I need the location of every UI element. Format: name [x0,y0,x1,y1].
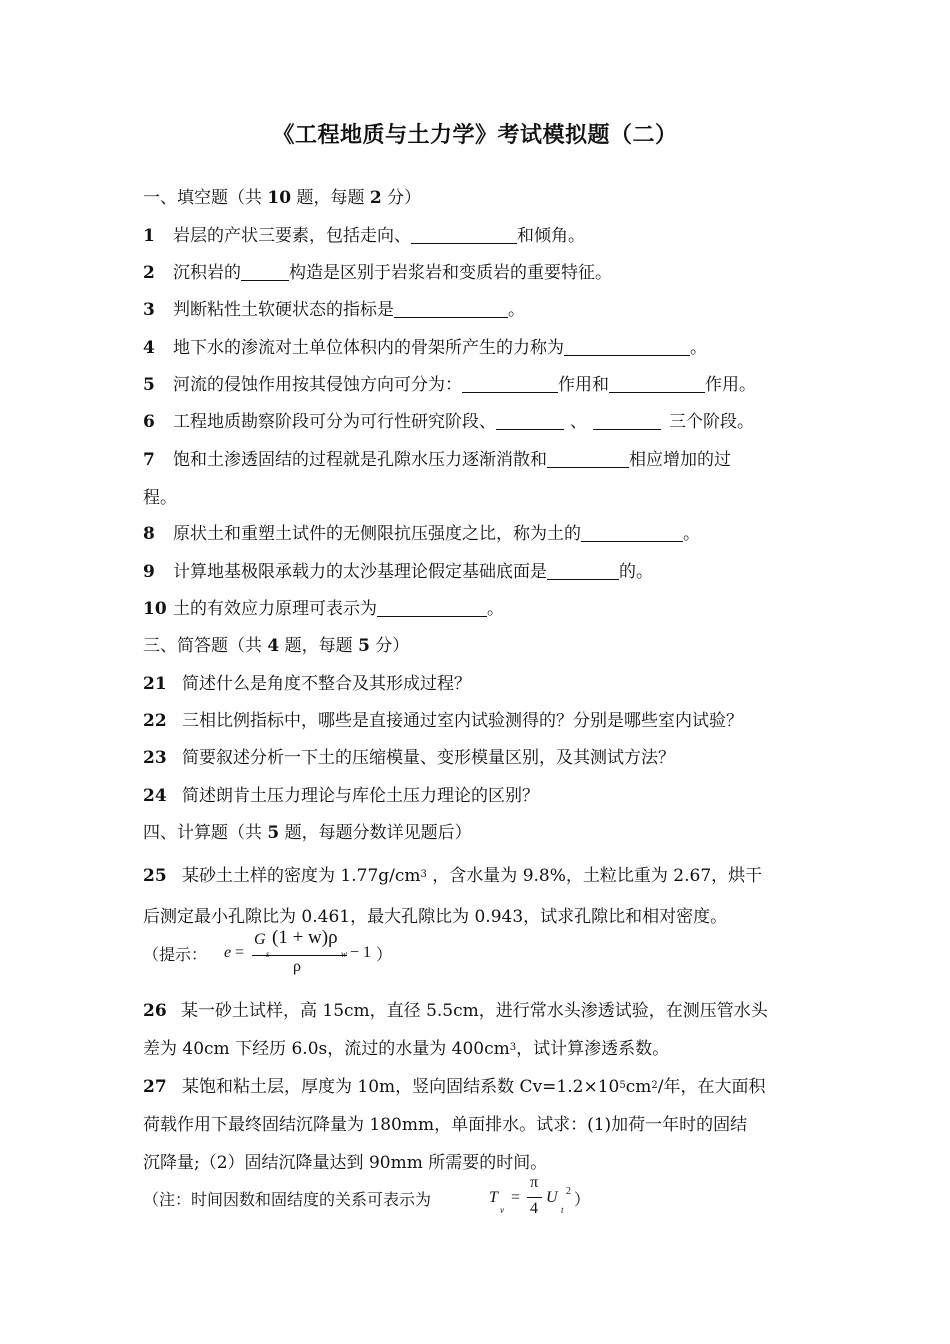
formula-subscript-w: w [341,949,348,959]
fraction-bar [527,1197,542,1198]
question-text: 和倾角。 [517,226,585,246]
answer-blank[interactable] [394,299,508,318]
question-27 [143,1072,765,1097]
question-text: 某砂土土样的密度为 1.77g/cm [182,866,421,886]
question-23 [143,743,675,768]
answer-blank[interactable] [581,523,683,542]
formula-T: T [489,1189,498,1206]
superscript: 3 [420,869,427,880]
section-text: 分） [369,636,410,656]
question-27-continued-1: 荷载作用下最终固结沉降量为 180mm，单面排水。试求：(1)加荷一年时的固结 [143,1115,748,1135]
question-number: 22 [143,711,167,731]
question-text: 沉积岩的 [173,263,241,283]
formula-equals: = [235,944,245,961]
question-text: /年，在大面积 [657,1077,766,1097]
question-text: 简要叙述分析一下土的压缩模量、变形模量区别，及其测试方法？ [182,748,675,768]
question-21 [143,669,471,694]
question-text: 计算地基极限承载力的太沙基理论假定基础底面是 [173,562,547,582]
superscript: 3 [509,1042,517,1053]
question-number: 26 [143,1001,167,1021]
question-text: 作用和 [558,375,609,395]
formula-minus-one: − 1 [350,944,372,961]
section-count: 10 [267,188,292,208]
question-22 [143,706,743,731]
question-text: 差为 40cm 下经历 6.0s，流过的水量为 400cm [143,1039,510,1059]
question-6 [143,407,754,432]
question-text: 。 [508,300,525,320]
question-number: 7 [143,450,155,470]
question-text: 。 [690,338,707,358]
section-score: 5 [358,636,370,656]
question-10 [143,594,504,619]
question-25 [143,861,762,886]
section-text: 题，每题 [291,188,370,208]
question-1 [143,221,585,246]
question-26 [143,996,768,1021]
formula-subscript-t: t [561,1205,564,1215]
question-26-continued [143,1034,669,1059]
question-number: 2 [143,263,155,283]
question-25-hint-open: （提示： [143,945,208,964]
question-text: ，试计算渗透系数。 [516,1039,670,1059]
question-number: 27 [143,1077,167,1097]
formula-e: e [224,944,232,961]
answer-blank[interactable] [564,337,690,356]
section-text: 一、填空题（共 [143,188,268,208]
section-fill-blank-heading [143,183,421,208]
question-text: 三个阶段。 [669,412,754,432]
question-text: 河流的侵蚀作用按其侵蚀方向可分为： [173,375,462,395]
question-27-note-close: ） [574,1190,591,1209]
question-text: 、 [570,412,587,432]
question-number: 25 [143,866,167,886]
question-number: 3 [143,300,155,320]
question-24 [143,781,539,806]
question-5 [143,370,756,395]
formula-four: 4 [530,1200,538,1217]
question-text: 相应增加的过 [629,450,731,470]
question-number: 4 [143,338,155,358]
question-text: 土的有效应力原理可表示为 [173,599,377,619]
fraction-bar [252,955,347,956]
section-text: 三、简答题（共 [143,636,268,656]
question-number: 24 [143,786,167,806]
question-text: ，含水量为 9.8%，土粒比重为 2.67，烘干 [426,866,763,886]
question-text: 构造是区别于岩浆岩和变质岩的重要特征。 [289,263,612,283]
answer-blank[interactable] [496,411,564,430]
question-8 [143,519,700,544]
question-text: 。 [487,599,504,619]
question-number: 23 [143,748,167,768]
question-number: 5 [143,375,155,395]
question-number: 10 [143,599,167,619]
question-text: 原状土和重塑土试件的无侧限抗压强度之比，称为土的 [173,524,581,544]
question-text: 判断粘性土软硬状态的指标是 [173,300,394,320]
answer-blank[interactable] [411,225,517,244]
question-text: 饱和土渗透固结的过程就是孔隙水压力逐渐消散和 [173,450,547,470]
formula-exponent-2: 2 [566,1186,571,1197]
formula-numerator-paren: (1 + w)ρ [272,927,338,948]
section-count: 4 [267,636,280,656]
question-number: 6 [143,412,155,432]
section-short-answer-heading [143,631,409,656]
question-7-continued: 程。 [143,488,177,508]
question-4 [143,333,707,358]
formula-U: U [546,1189,558,1206]
section-score: 2 [369,188,382,208]
formula-equals: = [511,1189,521,1206]
question-25-continued: 后测定最小孔隙比为 0.461，最大孔隙比为 0.943，试求孔隙比和相对密度。 [143,907,728,927]
section-text: 分） [381,188,422,208]
answer-blank[interactable] [462,374,558,393]
formula-G: G [254,931,266,948]
formula-denominator: ρ [293,958,301,975]
question-text: 地下水的渗流对土单位体积内的骨架所产生的力称为 [173,338,564,358]
answer-blank[interactable] [547,449,629,468]
question-3 [143,295,525,320]
question-9 [143,557,653,582]
section-count: 5 [267,823,280,843]
question-number: 8 [143,524,155,544]
answer-blank[interactable] [593,411,661,430]
question-2 [143,258,612,283]
question-text: 某一砂土试样，高 15cm，直径 5.5cm，进行常水头渗透试验，在测压管水头 [181,1001,768,1021]
question-text: 某饱和粘土层，厚度为 10m，竖向固结系数 Cv=1.2×10 [182,1077,620,1097]
question-27-note-open: （注：时间因数和固结度的关系可表示为 [143,1190,432,1209]
answer-blank[interactable] [547,561,619,580]
section-calculation-heading [143,818,472,843]
answer-blank[interactable] [241,262,289,281]
question-text: 作用。 [705,375,756,395]
question-text: cm [625,1077,652,1097]
question-text: 三相比例指标中，哪些是直接通过室内试验测得的？分别是哪些室内试验？ [182,711,743,731]
question-27-continued-2: 沉降量;（2）固结沉降量达到 90mm 所需要的时间。 [143,1153,548,1173]
formula-subscript-s: s [266,949,270,959]
question-text: 简述朗肯土压力理论与库伦土压力理论的区别？ [182,786,539,806]
question-number: 9 [143,562,155,582]
formula-pi: π [530,1174,539,1191]
section-text: 四、计算题（共 [143,823,268,843]
question-25-hint-close: ） [376,945,393,964]
question-text: 工程地质勘察阶段可分为可行性研究阶段、 [173,412,496,432]
answer-blank[interactable] [609,374,705,393]
superscript: 5 [619,1080,626,1091]
formula-subscript-v: v [500,1205,504,1215]
page-title: 《工程地质与土力学》考试模拟题（二） [272,123,678,148]
question-text: 。 [683,524,700,544]
superscript: 2 [651,1080,658,1091]
answer-blank[interactable] [377,598,487,617]
question-number: 21 [143,674,167,694]
question-text: 的。 [619,562,653,582]
question-text: 简述什么是角度不整合及其形成过程？ [182,674,471,694]
section-text: 题，每题 [279,636,359,656]
section-text: 题，每题分数详见题后） [279,823,472,843]
question-7 [143,445,731,470]
question-number: 1 [143,226,155,246]
question-text: 岩层的产状三要素，包括走向、 [173,226,411,246]
